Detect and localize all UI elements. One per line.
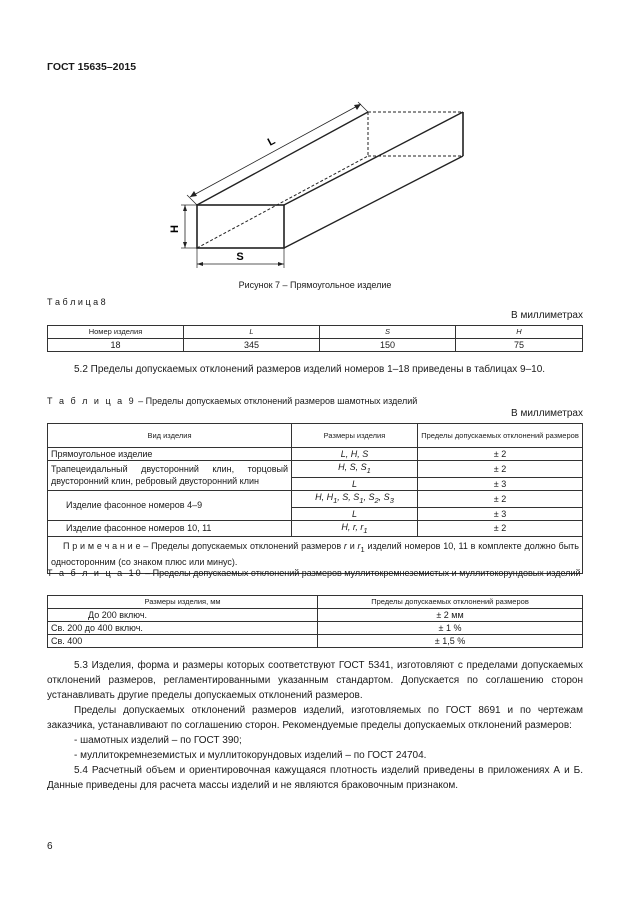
table10-tol: ± 1 % bbox=[318, 622, 583, 635]
figure-rectangular-product bbox=[160, 88, 480, 278]
table10-caption-text: – Пределы допускаемых отклонений размеров муллитокремнеземистых и муллитокорундовых изделий bbox=[142, 568, 581, 578]
page-number: 6 bbox=[47, 841, 53, 852]
table8-cell: 75 bbox=[456, 339, 583, 352]
table9-note: П р и м е ч а н и е – Пределы допускаемых отклонений размеров r и $r_1$ изделий номеров 10, 11 в комплекте должно быть односторонним (со знаком плюс или минус). bbox=[48, 537, 583, 574]
list-item: - шамотных изделий – по ГОСТ 390; bbox=[74, 735, 242, 746]
table10-caption bbox=[47, 567, 583, 580]
table10 bbox=[47, 595, 583, 648]
width-label: S bbox=[236, 251, 244, 263]
table10-tol: ± 2 мм bbox=[318, 609, 583, 622]
paragraph-5-3: 5.3 Изделия, форма и размеры которых соответствуют ГОСТ 5341, изготовляют с пределами допускаемых отклонений размеров, регламентированными указанным стандартом. Допускается по соглашению сторон устанавливать другие пределы допускаемых отклонений размеров. bbox=[47, 660, 583, 701]
table8 bbox=[47, 325, 583, 352]
table9-caption-label: Т а б л и ц а 9 bbox=[47, 396, 136, 406]
table10-caption-label: Т а б л и ц а 10 bbox=[47, 568, 143, 578]
document-header: ГОСТ 15635–2015 bbox=[47, 61, 137, 73]
table10-size: Св. 400 bbox=[48, 635, 318, 648]
paragraph-5-4: 5.4 Расчетный объем и ориентировочная кажущаяся плотность изделий приведены в приложениях А и Б. Данные приведены для расчета массы изделий и не являются браковочным признаком. bbox=[47, 765, 583, 791]
table8-units: В миллиметрах bbox=[511, 310, 583, 321]
table9-kind: Изделие фасонное номеров 4–9 bbox=[48, 490, 292, 520]
list-item: - муллитокремнеземистых и муллитокорундовых изделий – по ГОСТ 24704. bbox=[74, 750, 427, 761]
table8-cell: 150 bbox=[320, 339, 456, 352]
paragraph-5-2-text: 5.2 Пределы допускаемых отклонений размеров изделий номеров 1–18 приведены в таблицах 9–10. bbox=[74, 364, 546, 375]
table8-cell: 18 bbox=[48, 339, 184, 352]
table9-tol: ± 3 bbox=[418, 477, 583, 490]
table10-header: Размеры изделия, мм bbox=[48, 596, 318, 609]
table9-units: В миллиметрах bbox=[511, 408, 583, 419]
table8-header: H bbox=[456, 326, 583, 339]
length-label: L bbox=[265, 134, 278, 149]
table8-cell: 345 bbox=[184, 339, 320, 352]
table9-kind: Прямоугольное изделие bbox=[48, 448, 292, 461]
table9-tol: ± 2 bbox=[418, 461, 583, 478]
table9-dims: L bbox=[292, 477, 418, 490]
table9-header: Размеры изделия bbox=[292, 424, 418, 448]
paragraph-limits: Пределы допускаемых отклонений размеров изделий, изготовляемых по ГОСТ 8691 и по чертежам заказчика, устанавливают по соглашению сторон. Рекомендуемые пределы допускаемых отклонений размеров: bbox=[47, 705, 583, 731]
table8-header: L bbox=[184, 326, 320, 339]
table8-caption: Т а б л и ц а 8 bbox=[47, 297, 106, 307]
table9-tol: ± 2 bbox=[418, 448, 583, 461]
table10-header: Пределы допускаемых отклонений размеров bbox=[318, 596, 583, 609]
table10-size: До 200 включ. bbox=[48, 609, 318, 622]
table9-kind: Трапецеидальный двусторонний клин, торцовый двусторонний клин, ребровый двусторонний клин bbox=[48, 461, 292, 491]
table9-dims: H, S, $S_1$ bbox=[292, 461, 418, 478]
table9-caption bbox=[47, 396, 417, 406]
table9 bbox=[47, 423, 583, 574]
table10-tol: ± 1,5 % bbox=[318, 635, 583, 648]
table9-tol: ± 2 bbox=[418, 490, 583, 507]
body-text bbox=[47, 658, 583, 793]
table8-header: S bbox=[320, 326, 456, 339]
table9-header: Вид изделия bbox=[48, 424, 292, 448]
table9-caption-text: – Пределы допускаемых отклонений размеров шамотных изделий bbox=[135, 396, 418, 406]
table9-dims: L, H, S bbox=[292, 448, 418, 461]
table9-dims: H, r, $r_1$ bbox=[292, 520, 418, 537]
height-label: H bbox=[169, 225, 181, 233]
table9-dims: H, $H_1$, S, $S_1$, $S_2$, $S_3$ bbox=[292, 490, 418, 507]
table10-size: Св. 200 до 400 включ. bbox=[48, 622, 318, 635]
table9-tol: ± 3 bbox=[418, 507, 583, 520]
table8-header: Номер изделия bbox=[48, 326, 184, 339]
table9-kind: Изделие фасонное номеров 10, 11 bbox=[48, 520, 292, 537]
table9-tol: ± 2 bbox=[418, 520, 583, 537]
figure-caption: Рисунок 7 – Прямоугольное изделие bbox=[238, 280, 392, 290]
table9-dims: L bbox=[292, 507, 418, 520]
table9-header: Пределы допускаемых отклонений размеров bbox=[418, 424, 583, 448]
paragraph-5-2 bbox=[47, 362, 583, 377]
